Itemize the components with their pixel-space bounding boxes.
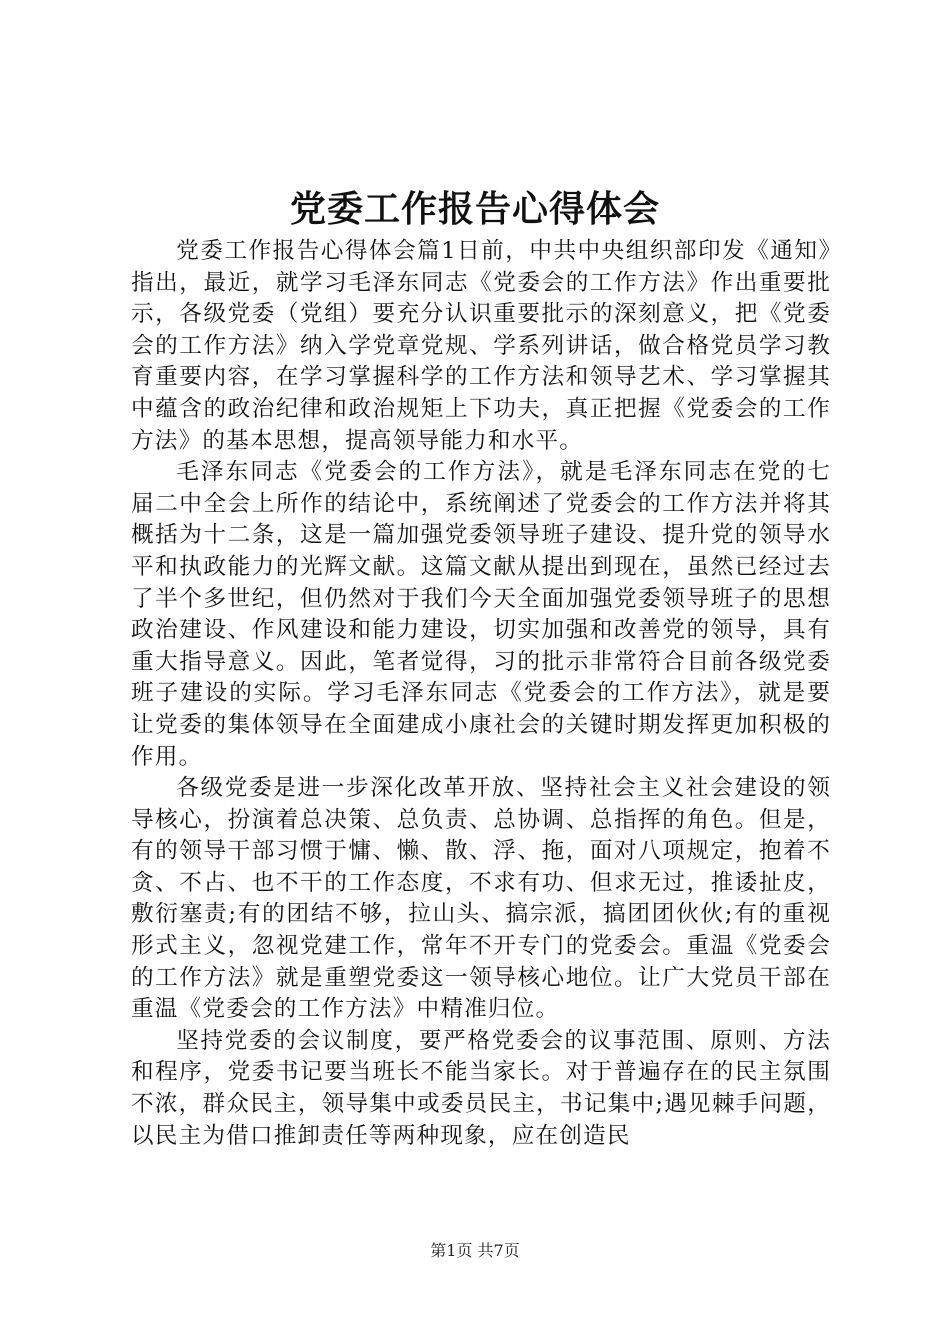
paragraph: 各级党委是进一步深化改革开放、坚持社会主义社会建设的领导核心，扮演着总决策、总负责、总协调、总指挥的角色。但是，有的领导干部习惯于慵、懒、散、浮、拖，面对八项规定，抱着不贪、不占、也不干的工作态度，不求有功、但求无过，推诿扯皮，敷衍塞责;有的团结不够，拉山头、搞宗派，搞团团伙伙;有的重视形式主义，忽视党建工作，常年不开专门的党委会。重温《党委会的工作方法》就是重塑党委这一领导核心地位。让广大党员干部在重温《党委会的工作方法》中精准归位。 [131,775,831,1023]
paragraph: 党委工作报告心得体会篇1日前，中共中央组织部印发《通知》指出，最近，就学习毛泽东同志《党委会的工作方法》作出重要批示，各级党委（党组）要充分认识重要批示的深刻意义，把《党委会的工作方法》纳入学党章党规、学系列讲话，做合格党员学习教育重要内容，在学习掌握科学的工作方法和领导艺术、学习掌握其中蕴含的政治纪律和政治规矩上下功夫，真正把握《党委会的工作方法》的基本思想，提高领导能力和水平。 [131,238,831,454]
paragraph: 毛泽东同志《党委会的工作方法》，就是毛泽东同志在党的七届二中全会上所作的结论中，系统阐述了党委会的工作方法并将其概括为十二条，这是一篇加强党委领导班子建设、提升党的领导水平和执政能力的光辉文献。这篇文献从提出到现在，虽然已经过去了半个多世纪，但仍然对于我们今天全面加强党委领导班子的思想政治建设、作风建设和能力建设，切实加强和改善党的领导，具有重大指导意义。因此，笔者觉得，习的批示非常符合目前各级党委班子建设的实际。学习毛泽东同志《党委会的工作方法》，就是要让党委的集体领导在全面建成小康社会的关键时期发挥更加积极的作用。 [131,459,831,770]
page-footer: 第1页 共7页 [430,1241,520,1260]
document-body [131,236,831,1152]
paragraph: 坚持党委的会议制度，要严格党委会的议事范围、原则、方法和程序，党委书记要当班长不能当家长。对于普遍存在的民主氛围不浓，群众民主，领导集中或委员民主，书记集中;遇见棘手问题，以民主为借口推卸责任等两种现象，应在创造民 [131,1027,831,1149]
document-title: 党委工作报告心得体会 [289,188,660,230]
